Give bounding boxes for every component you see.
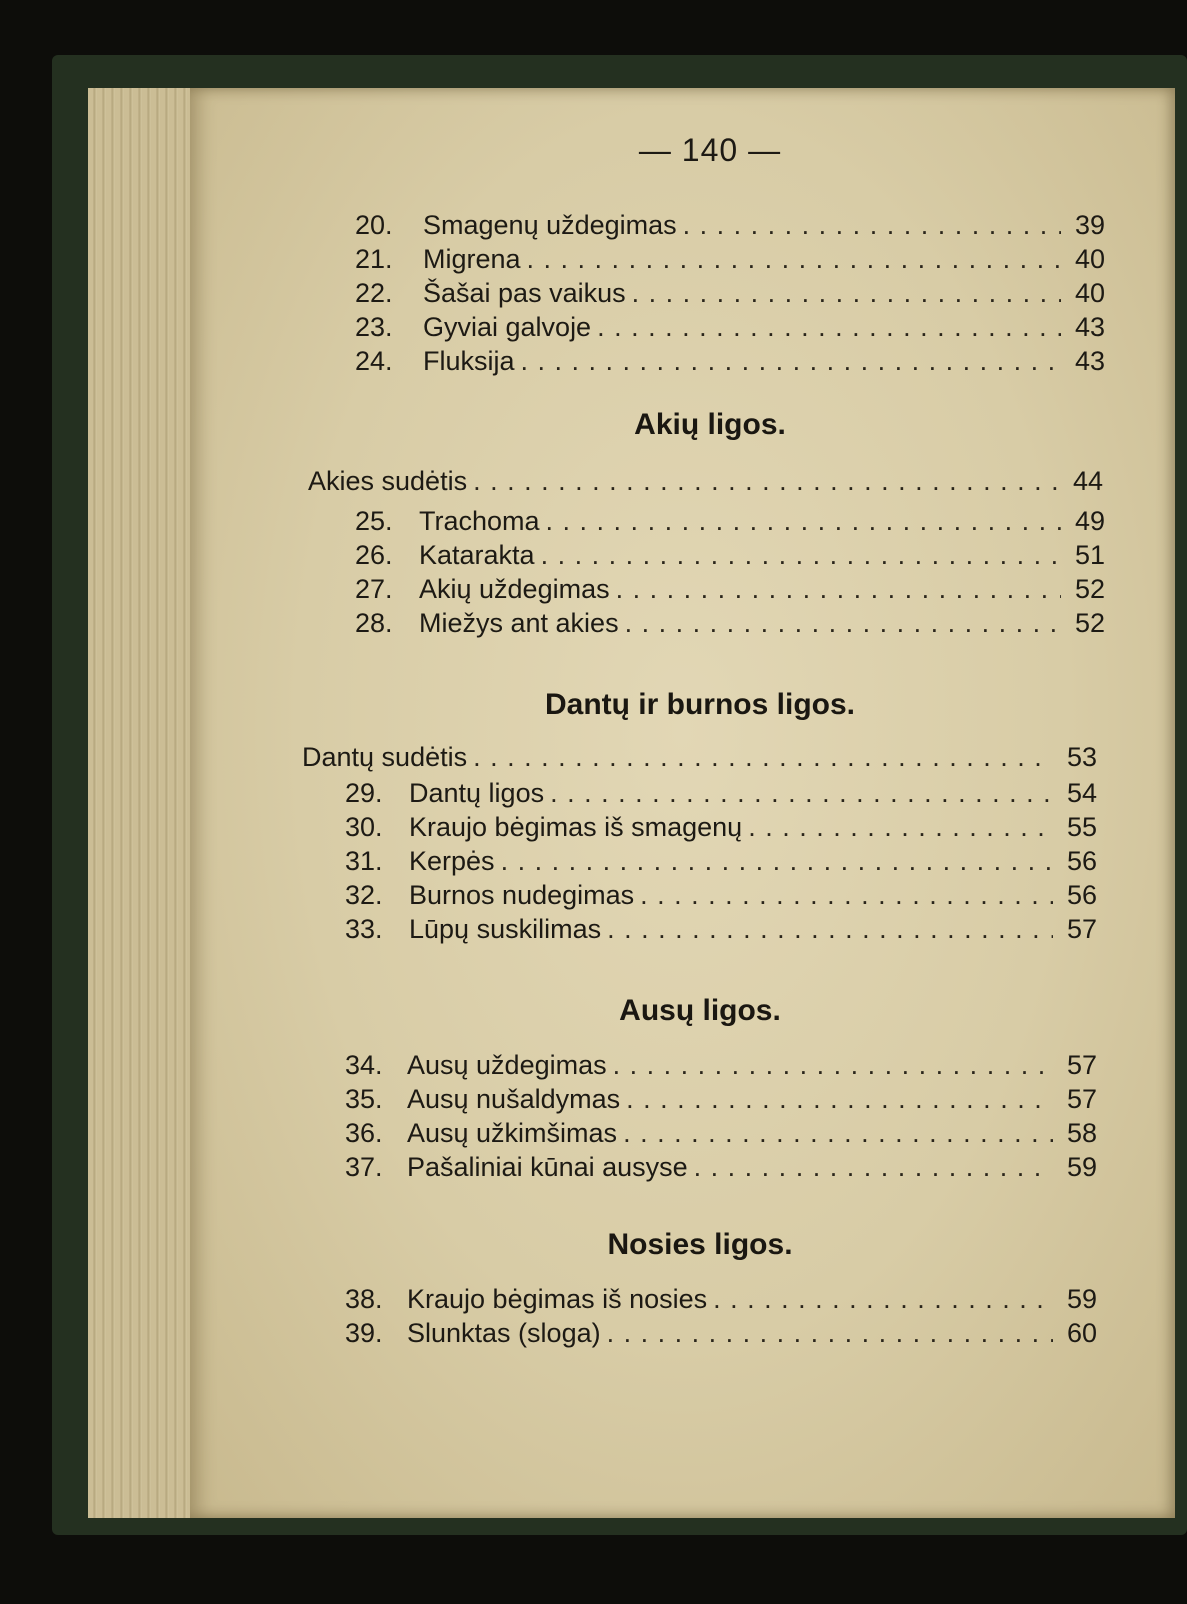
entry-page: 59 xyxy=(1066,1284,1097,1314)
entry-page: 58 xyxy=(1066,1118,1097,1148)
entry-page: 60 xyxy=(1066,1318,1097,1348)
toc-entry xyxy=(355,608,1105,642)
entry-page: 40 xyxy=(1074,278,1105,308)
entry-title: Fluksija xyxy=(423,346,515,376)
leader-dots xyxy=(521,346,1061,377)
entry-page: 39 xyxy=(1074,210,1105,240)
entry-title: Katarakta xyxy=(419,540,535,570)
entry-page: 44 xyxy=(1072,466,1103,496)
leader-dots xyxy=(597,312,1061,343)
entry-number: 20. xyxy=(355,210,393,240)
entry-page: 52 xyxy=(1074,574,1105,604)
leader-dots xyxy=(694,1152,1053,1183)
toc-entry xyxy=(345,1050,1097,1084)
entry-title: Gyviai galvoje xyxy=(423,312,592,342)
leader-dots xyxy=(683,210,1061,241)
entry-page: 40 xyxy=(1074,244,1105,274)
entry-number: 29. xyxy=(345,778,383,808)
leader-dots xyxy=(473,466,1059,497)
entry-title: Kerpės xyxy=(409,846,495,876)
leader-dots xyxy=(541,540,1061,571)
entry-page: 51 xyxy=(1074,540,1105,570)
entry-title: Akies sudėtis xyxy=(308,466,468,496)
toc-entry xyxy=(345,880,1097,914)
entry-page: 56 xyxy=(1066,846,1097,876)
entry-number: 27. xyxy=(355,574,393,604)
entry-page: 59 xyxy=(1066,1152,1097,1182)
entry-page: 43 xyxy=(1074,346,1105,376)
leader-dots xyxy=(607,1318,1053,1349)
entry-page: 57 xyxy=(1066,1084,1097,1114)
page-number: — 140 — xyxy=(638,132,782,168)
entry-number: 24. xyxy=(355,346,393,376)
entry-title: Smagenų uždegimas xyxy=(423,210,677,240)
leader-dots xyxy=(632,278,1061,309)
entry-number: 36. xyxy=(345,1118,383,1148)
entry-page: 43 xyxy=(1074,312,1105,342)
toc-entry xyxy=(355,574,1105,608)
entry-title: Pašaliniai kūnai ausyse xyxy=(407,1152,688,1182)
entry-title: Migrena xyxy=(423,244,521,274)
entry-title: Kraujo bėgimas iš smagenų xyxy=(409,812,743,842)
toc-entry xyxy=(355,506,1105,540)
entry-title: Ausų užkimšimas xyxy=(407,1118,618,1148)
entry-number: 34. xyxy=(345,1050,383,1080)
entry-page: 53 xyxy=(1066,742,1097,772)
leader-dots xyxy=(546,506,1061,537)
entry-page: 54 xyxy=(1066,778,1097,808)
entry-page: 49 xyxy=(1074,506,1105,536)
entry-title: Akių uždegimas xyxy=(419,574,610,604)
toc-entry xyxy=(345,1284,1097,1318)
leader-dots xyxy=(501,846,1053,877)
leader-dots xyxy=(613,1050,1053,1081)
toc-entry xyxy=(355,278,1105,312)
leader-dots xyxy=(713,1284,1053,1315)
toc-entry xyxy=(355,540,1105,574)
toc-entry xyxy=(355,244,1105,278)
toc-entry xyxy=(345,914,1097,948)
leader-dots xyxy=(748,812,1053,843)
entry-number: 32. xyxy=(345,880,383,910)
toc-intro-entry xyxy=(308,466,1103,500)
toc-entry xyxy=(345,1084,1097,1118)
toc-entry xyxy=(345,1318,1097,1352)
entry-page: 57 xyxy=(1066,1050,1097,1080)
entry-page: 57 xyxy=(1066,914,1097,944)
entry-number: 21. xyxy=(355,244,393,274)
leader-dots xyxy=(527,244,1061,275)
toc-entry xyxy=(355,210,1105,244)
entry-title: Ausų uždegimas xyxy=(407,1050,607,1080)
section-heading: Dantų ir burnos ligos. xyxy=(544,688,855,721)
leader-dots xyxy=(607,914,1053,945)
entry-title: Miežys ant akies xyxy=(419,608,619,638)
toc-entry xyxy=(345,846,1097,880)
entry-number: 37. xyxy=(345,1152,383,1182)
entry-number: 33. xyxy=(345,914,383,944)
entry-page: 55 xyxy=(1066,812,1097,842)
entry-number: 35. xyxy=(345,1084,383,1114)
entry-title: Kraujo bėgimas iš nosies xyxy=(407,1284,708,1314)
entry-page: 52 xyxy=(1074,608,1105,638)
entry-number: 23. xyxy=(355,312,393,342)
toc-entry xyxy=(345,812,1097,846)
entry-number: 28. xyxy=(355,608,393,638)
leader-dots xyxy=(550,778,1053,809)
section-heading: Ausų ligos. xyxy=(619,994,781,1027)
toc-entry xyxy=(345,778,1097,812)
entry-number: 39. xyxy=(345,1318,383,1348)
entry-title: Lūpų suskilimas xyxy=(409,914,602,944)
leader-dots xyxy=(616,574,1061,605)
section-heading: Nosies ligos. xyxy=(607,1228,793,1261)
entry-number: 26. xyxy=(355,540,393,570)
section-heading: Akių ligos. xyxy=(634,408,786,441)
entry-number: 38. xyxy=(345,1284,383,1314)
entry-number: 31. xyxy=(345,846,383,876)
entry-number: 25. xyxy=(355,506,393,536)
entry-title: Burnos nudegimas xyxy=(409,880,635,910)
leader-dots xyxy=(473,742,1053,773)
toc-entry xyxy=(345,1118,1097,1152)
entry-page: 56 xyxy=(1066,880,1097,910)
leader-dots xyxy=(640,880,1053,911)
entry-title: Dantų ligos xyxy=(409,778,545,808)
toc-entry xyxy=(355,312,1105,346)
entry-title: Šašai pas vaikus xyxy=(423,278,626,308)
entry-title: Ausų nušaldymas xyxy=(407,1084,621,1114)
leader-dots xyxy=(626,1084,1053,1115)
entry-title: Trachoma xyxy=(419,506,540,536)
toc-entry xyxy=(345,1152,1097,1186)
entry-title: Slunktas (sloga) xyxy=(407,1318,601,1348)
toc-intro-entry xyxy=(302,742,1097,776)
leader-dots xyxy=(623,1118,1053,1149)
toc-entry xyxy=(355,346,1105,380)
leader-dots xyxy=(625,608,1061,639)
entry-title: Dantų sudėtis xyxy=(302,742,468,772)
entry-number: 22. xyxy=(355,278,393,308)
entry-number: 30. xyxy=(345,812,383,842)
